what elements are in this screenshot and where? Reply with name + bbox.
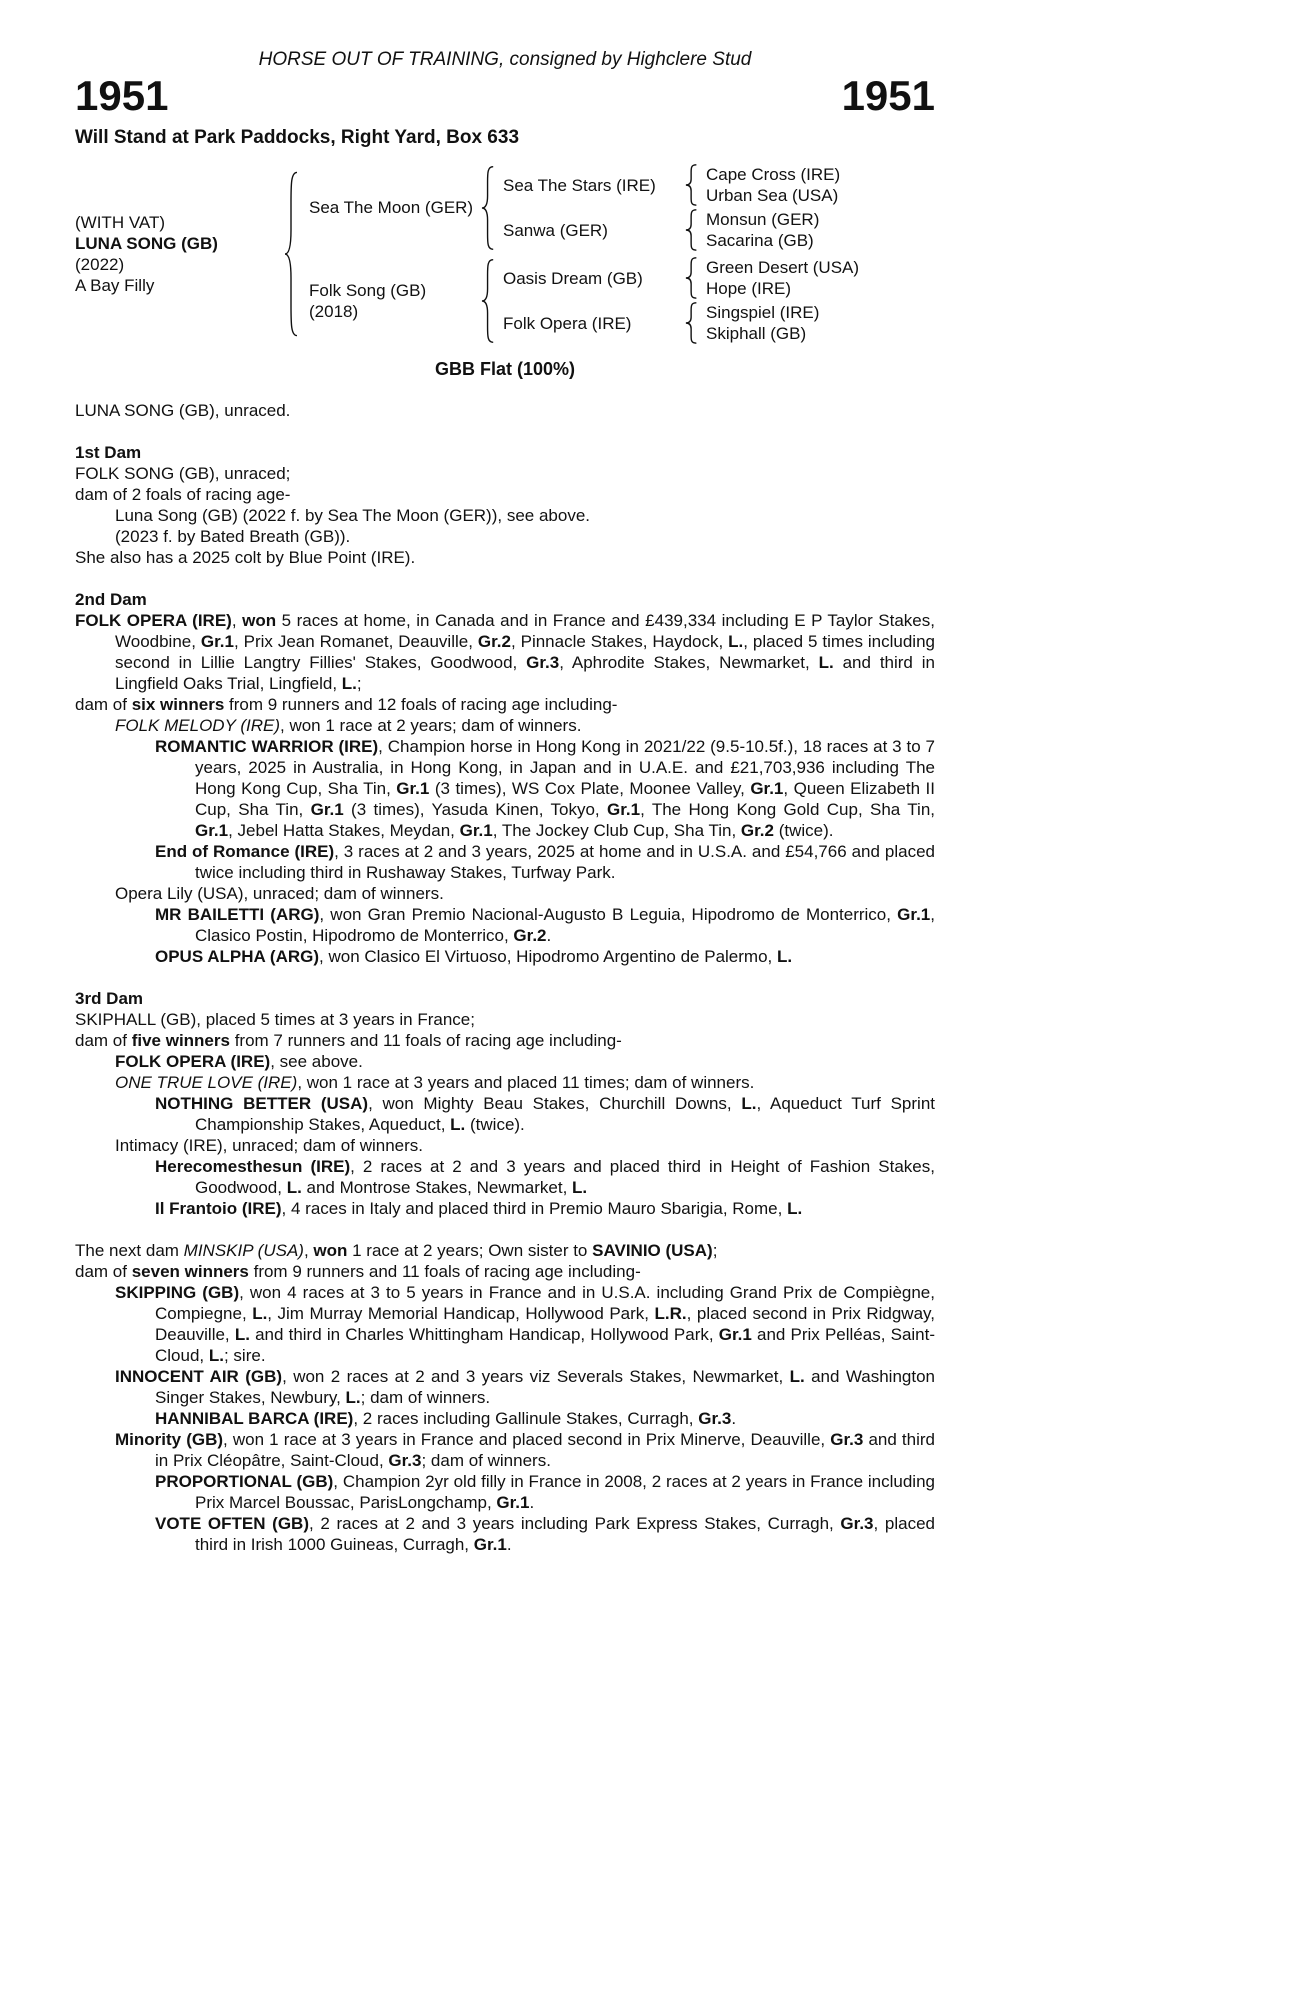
catalogue-body (75, 400, 935, 1555)
text-run: Gr.1 (496, 1493, 530, 1512)
sire-dam-parents (706, 209, 819, 251)
catalogue-paragraph (75, 1261, 935, 1282)
text-run: Il Frantoio (IRE) (155, 1199, 282, 1218)
catalogue-page (75, 0, 935, 1555)
text-run: , won Gran Premio Nacional-Augusto B Leguia, Hipodromo de Monterrico, (319, 905, 898, 924)
great-granddam-name: Skiphall (GB) (706, 324, 807, 343)
text-run: L. (572, 1178, 588, 1197)
text-run: ; sire. (223, 1346, 266, 1365)
text-run: , Prix Jean Romanet, Deauville, (234, 632, 478, 651)
catalogue-paragraph (75, 1009, 935, 1030)
text-run: L. (777, 947, 793, 966)
catalogue-paragraph (155, 1093, 935, 1135)
text-run: , see above. (270, 1052, 363, 1071)
text-run: . (731, 1409, 737, 1428)
pedigree-brace-icon (685, 209, 699, 251)
text-run: Gr.1 (459, 821, 493, 840)
lot-number-row (75, 74, 935, 118)
gbb-scheme-line: GBB Flat (100%) (434, 359, 576, 379)
catalogue-paragraph (75, 1030, 935, 1051)
sire-dam-branch (503, 209, 935, 251)
dam-branch (309, 257, 935, 344)
catalogue-paragraph (75, 610, 935, 694)
text-run: Gr.2 (477, 632, 511, 651)
text-run: from 9 runners and 11 foals of racing age including- (248, 1262, 641, 1281)
text-run: Gr.3 (526, 653, 560, 672)
dam-foaling-year: (2018) (309, 301, 359, 321)
catalogue-paragraph (75, 694, 935, 715)
text-run: PROPORTIONAL (GB) (155, 1472, 334, 1491)
text-run: , placed 5 times including second in Lillie Langtry Fillies' Stakes, Goodwood, (115, 632, 935, 672)
catalogue-paragraph (75, 1240, 935, 1261)
text-run: from 9 runners and 12 foals of racing age including- (224, 695, 618, 714)
great-grandsire-name: Cape Cross (IRE) (706, 165, 841, 184)
catalogue-paragraph (155, 1408, 935, 1429)
text-run: . (529, 1493, 535, 1512)
dam-sire-branch (503, 257, 935, 299)
text-run: , placed third in Irish 1000 Guineas, Curragh, (195, 1514, 935, 1554)
text-run: Gr.2 (513, 926, 547, 945)
catalogue-paragraph (75, 463, 935, 484)
sire-sire-branch (503, 164, 935, 206)
text-run: Gr.1 (473, 1535, 507, 1554)
text-run: FOLK OPERA (IRE) (75, 611, 232, 630)
text-run: Gr.1 (718, 1325, 752, 1344)
text-run: 5 races at home, in Canada and in France and £439,334 including E P Taylor Stakes, Woodbine, (115, 611, 935, 651)
text-run: (twice). (774, 821, 834, 840)
catalogue-paragraph (115, 526, 935, 547)
sire-sire-name: Sea The Stars (IRE) (503, 175, 656, 195)
text-run: Intimacy (IRE), unraced; dam of winners. (115, 1136, 424, 1155)
pedigree-brace-icon (481, 165, 496, 251)
text-run: Gr.2 (740, 821, 774, 840)
text-run: from 7 runners and 11 foals of racing age including- (229, 1031, 622, 1050)
text-run: , Jebel Hatta Stakes, Meydan, (228, 821, 460, 840)
catalogue-paragraph (75, 547, 935, 568)
text-run: The next dam (75, 1241, 184, 1260)
text-run: VOTE OFTEN (GB) (155, 1514, 309, 1533)
text-run: , won 1 race at 2 years; dam of winners. (280, 716, 582, 735)
text-run: ; (712, 1241, 718, 1260)
text-run: , placed second in Prix Ridgway, Deauville, (155, 1304, 936, 1344)
text-run: SAVINIO (USA) (592, 1241, 713, 1260)
text-run: ; dam of winners. (360, 1388, 491, 1407)
text-run: , 2 races at 2 and 3 years and placed third in Height of Fashion Stakes, Goodwood, (195, 1157, 935, 1197)
text-run: L. (208, 1346, 224, 1365)
text-run: , 2 races at 2 and 3 years including Park Express Stakes, Curragh, (309, 1514, 841, 1533)
text-run: and Prix Pelléas, Saint-Cloud, (155, 1325, 936, 1365)
text-run: (2023 f. by Bated Breath (GB)). (115, 527, 351, 546)
dam-dam-name: Folk Opera (IRE) (503, 313, 632, 333)
lot-number-right: 1951 (841, 72, 935, 119)
text-run: Gr.3 (830, 1430, 864, 1449)
text-run: won (242, 611, 277, 630)
catalogue-paragraph (155, 1198, 935, 1219)
consignor-line: HORSE OUT OF TRAINING, consigned by Highclere Stud (258, 49, 752, 70)
text-run: ; dam of winners. (421, 1451, 551, 1470)
catalogue-paragraph (155, 1513, 935, 1555)
text-run: L. (787, 1199, 803, 1218)
text-run: MR BAILETTI (ARG) (155, 905, 320, 924)
dam-sire-parents (706, 257, 859, 299)
lot-number-left: 1951 (75, 72, 169, 119)
text-run: 2nd Dam (75, 590, 147, 609)
text-run: FOLK OPERA (IRE) (115, 1052, 271, 1071)
catalogue-paragraph (155, 904, 935, 946)
sire-branch (309, 164, 935, 251)
text-run: . (506, 1535, 512, 1554)
text-run: MINSKIP (USA) (183, 1241, 304, 1260)
text-run: , Clasico Postin, Hipodromo de Monterrico, (195, 905, 935, 945)
text-run: won (313, 1241, 348, 1260)
text-run: SKIPHALL (GB), placed 5 times at 3 years in France; (75, 1010, 475, 1029)
text-run: Gr.1 (200, 632, 234, 651)
sire-dam-name: Sanwa (GER) (503, 220, 608, 240)
text-run: six winners (131, 695, 225, 714)
text-run: SKIPPING (GB) (115, 1283, 240, 1302)
text-run: HANNIBAL BARCA (IRE) (155, 1409, 354, 1428)
text-run: five winners (131, 1031, 230, 1050)
catalogue-paragraph (155, 1471, 935, 1513)
dam-section-heading (75, 988, 935, 1009)
subject-foaling-year: (2022) (75, 255, 125, 274)
dam-dam-parents (706, 302, 819, 344)
sire-sire-parents (706, 164, 840, 206)
text-run: LUNA SONG (GB), unraced. (75, 401, 291, 420)
text-run: Gr.1 (396, 779, 430, 798)
text-run: L. (234, 1325, 250, 1344)
text-run: , (231, 611, 243, 630)
pedigree-tree (75, 164, 935, 344)
text-run: 1 race at 2 years; Own sister to (347, 1241, 593, 1260)
text-run: 3rd Dam (75, 989, 144, 1008)
text-run: , The Hong Kong Gold Cup, Sha Tin, (640, 800, 935, 819)
text-run: , Queen Elizabeth II Cup, Sha Tin, (195, 779, 935, 819)
pedigree-brace-icon (284, 169, 300, 339)
text-run: , won 4 races at 3 to 5 years in France and in U.S.A. including Grand Prix de Compiègne, Compiegne, (155, 1283, 935, 1323)
catalogue-paragraph (155, 841, 935, 883)
catalogue-paragraph (115, 1051, 935, 1072)
dam-sire-name: Oasis Dream (GB) (503, 268, 643, 288)
catalogue-paragraph (115, 715, 935, 736)
text-run: Gr.1 (310, 800, 344, 819)
text-run: seven winners (131, 1262, 249, 1281)
text-run: Gr.1 (195, 821, 229, 840)
dam-name-block (309, 280, 481, 322)
text-run: NOTHING BETTER (USA) (155, 1094, 369, 1113)
text-run: , Aqueduct Turf Sprint Championship Stakes, Aqueduct, (195, 1094, 935, 1134)
text-run: L. (789, 1367, 805, 1386)
text-run: End of Romance (IRE) (155, 842, 335, 861)
text-run: Opera Lily (USA), unraced; dam of winners. (115, 884, 444, 903)
sire-grandparents (503, 164, 935, 251)
catalogue-paragraph (75, 400, 935, 421)
catalogue-paragraph (115, 505, 935, 526)
text-run: dam of (75, 1262, 132, 1281)
catalogue-paragraph (115, 1429, 935, 1471)
pedigree-brace-icon (481, 258, 496, 344)
dam-section-heading (75, 442, 935, 463)
text-run: and third in Prix Cléopâtre, Saint-Cloud, (155, 1430, 936, 1470)
text-run: Luna Song (GB) (2022 f. by Sea The Moon (GER)), see above. (115, 506, 590, 525)
text-run: dam of (75, 1031, 132, 1050)
text-run: , won 2 races at 2 and 3 years viz Severals Stakes, Newmarket, (282, 1367, 790, 1386)
text-run: ONE TRUE LOVE (IRE) (115, 1073, 298, 1092)
text-run: , Aphrodite Stakes, Newmarket, (559, 653, 819, 672)
text-run: She also has a 2025 colt by Blue Point (IRE). (75, 548, 416, 567)
text-run: L. (450, 1115, 466, 1134)
pedigree-brace-icon (685, 257, 699, 299)
text-run: Gr.3 (698, 1409, 732, 1428)
dam-dam-branch (503, 302, 935, 344)
text-run: , 3 races at 2 and 3 years, 2025 at home and in U.S.A. and £54,766 and placed twice including third in Rushaway Stakes, Turfway Park. (195, 842, 935, 882)
text-run: L. (728, 632, 744, 651)
text-run: FOLK MELODY (IRE) (115, 716, 280, 735)
sire-name: Sea The Moon (GER) (309, 198, 474, 217)
text-run: L. (741, 1094, 757, 1113)
text-run: and Montrose Stakes, Newmarket, (301, 1178, 573, 1197)
pedigree-brace-icon (685, 164, 699, 206)
text-run: L. (286, 1178, 302, 1197)
text-run: (3 times), Yasuda Kinen, Tokyo, (343, 800, 607, 819)
catalogue-paragraph (115, 1366, 935, 1408)
text-run: Gr.3 (388, 1451, 422, 1470)
great-granddam-name: Urban Sea (USA) (706, 186, 839, 205)
text-run: and third in Charles Whittingham Handicap, Hollywood Park, (249, 1325, 719, 1344)
text-run: (twice). (465, 1115, 525, 1134)
text-run: , won 1 race at 3 years in France and placed second in Prix Minerve, Deauville, (223, 1430, 831, 1449)
text-run: L. (345, 1388, 361, 1407)
subject-block (75, 212, 280, 296)
text-run: , won 1 race at 3 years and placed 11 times; dam of winners. (297, 1073, 755, 1092)
text-run: , Champion 2yr old filly in France in 2008, 2 races at 2 years in France including Prix Marcel Boussac, ParisLongchamp, (195, 1472, 935, 1512)
text-run: Herecomesthesun (IRE) (155, 1157, 351, 1176)
catalogue-paragraph (115, 1135, 935, 1156)
text-run: INNOCENT AIR (GB) (115, 1367, 283, 1386)
text-run: Gr.1 (897, 905, 931, 924)
text-run: and Washington Singer Stakes, Newbury, (155, 1367, 936, 1407)
pedigree-brace-icon (685, 302, 699, 344)
text-run: (3 times), WS Cox Plate, Moonee Valley, (429, 779, 751, 798)
catalogue-paragraph (115, 883, 935, 904)
text-run: and third in Lingfield Oaks Trial, Lingfield, (115, 653, 935, 693)
text-run: L. (341, 674, 357, 693)
great-granddam-name: Hope (IRE) (706, 279, 792, 298)
text-run: , Pinnacle Stakes, Haydock, (510, 632, 729, 651)
dam-section-heading (75, 589, 935, 610)
text-run: dam of 2 foals of racing age- (75, 485, 291, 504)
text-run: OPUS ALPHA (ARG) (155, 947, 320, 966)
great-grandsire-name: Monsun (GER) (706, 210, 820, 229)
stand-location-line: Will Stand at Park Paddocks, Right Yard, Box 633 (75, 127, 520, 148)
text-run: Gr.1 (606, 800, 641, 819)
great-grandsire-name: Singspiel (IRE) (706, 303, 820, 322)
text-run: , Jim Murray Memorial Handicap, Hollywood Park, (267, 1304, 655, 1323)
text-run: FOLK SONG (GB), unraced; (75, 464, 291, 483)
catalogue-paragraph (115, 1072, 935, 1093)
great-grandsire-name: Green Desert (USA) (706, 258, 860, 277)
catalogue-paragraph (155, 1156, 935, 1198)
text-run: , 2 races including Gallinule Stakes, Curragh, (353, 1409, 699, 1428)
text-run: dam of (75, 695, 132, 714)
text-run: 1st Dam (75, 443, 142, 462)
dam-grandparents (503, 257, 935, 344)
catalogue-paragraph (115, 1282, 935, 1366)
text-run: ; (356, 674, 362, 693)
vat-line: (WITH VAT) (75, 213, 166, 232)
catalogue-paragraph (155, 736, 935, 841)
great-granddam-name: Sacarina (GB) (706, 231, 814, 250)
text-run: L. (252, 1304, 268, 1323)
subject-description: A Bay Filly (75, 276, 155, 295)
text-run: , 4 races in Italy and placed third in Premio Mauro Sbarigia, Rome, (281, 1199, 788, 1218)
text-run: , won Mighty Beau Stakes, Churchill Downs, (368, 1094, 742, 1113)
text-run: L. (818, 653, 834, 672)
catalogue-paragraph (75, 484, 935, 505)
text-run: Gr.1 (750, 779, 784, 798)
dam-name: Folk Song (GB) (309, 280, 427, 300)
text-run: , The Jockey Club Cup, Sha Tin, (492, 821, 741, 840)
text-run: , won Clasico El Virtuoso, Hipodromo Argentino de Palermo, (319, 947, 777, 966)
text-run: , Champion horse in Hong Kong in 2021/22 (9.5-10.5f.), 18 races at 3 to 7 years, 2025 in Australia, in Hong Kong, in Japan and in U.A.E. and £21,703,936 including The Hong Kong Cup, Sha Tin, (195, 737, 935, 798)
text-run: . (546, 926, 552, 945)
text-run: L.R. (654, 1304, 687, 1323)
subject-name: LUNA SONG (GB) (75, 234, 218, 253)
text-run: , (303, 1241, 314, 1260)
text-run: Minority (GB) (115, 1430, 224, 1449)
pedigree-generation-1 (309, 164, 935, 344)
catalogue-paragraph (155, 946, 935, 967)
text-run: ROMANTIC WARRIOR (IRE) (155, 737, 379, 756)
text-run: Gr.3 (840, 1514, 874, 1533)
